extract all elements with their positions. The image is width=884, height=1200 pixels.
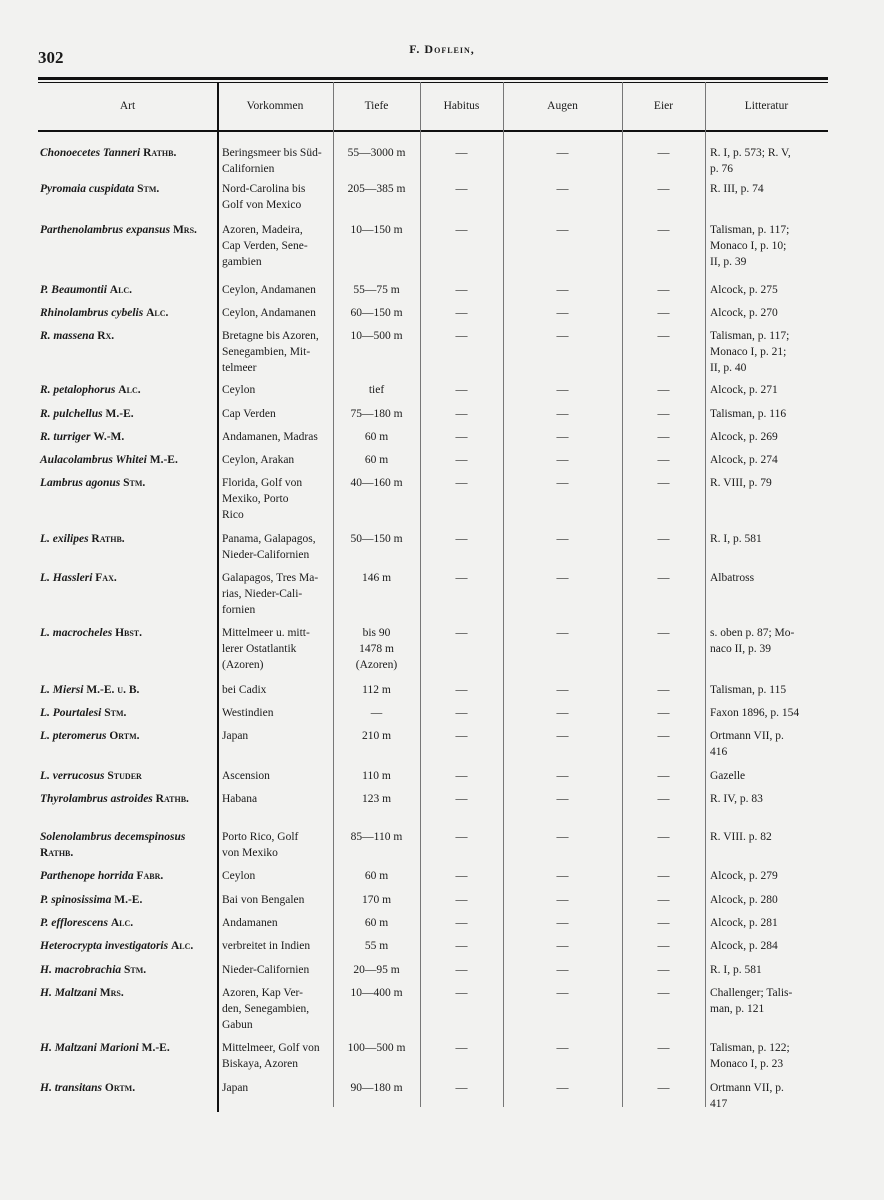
species-name: L. Miersi	[40, 684, 84, 696]
habitus-dash: —	[455, 181, 468, 195]
species-name: R. petalophorus	[40, 384, 116, 396]
species-author: M.-E.	[105, 408, 134, 420]
species-author: Studer	[107, 770, 142, 782]
tiefe-cell: 10—150 m	[350, 224, 403, 236]
augen-dash: —	[556, 429, 569, 443]
habitus-dash: —	[455, 892, 468, 906]
species-author: Rx.	[97, 330, 115, 342]
species-cell	[40, 282, 212, 298]
litteratur-cell: Alcock, p. 280	[710, 894, 778, 906]
vorkommen-cell: Florida, Golf von Mexiko, Porto Rico	[222, 477, 303, 521]
habitus-dash: —	[455, 768, 468, 782]
litteratur-cell: Challenger; Talis- man, p. 121	[710, 987, 793, 1015]
eier-dash: —	[657, 181, 670, 195]
species-cell	[40, 1080, 212, 1096]
vorkommen-cell: Azoren, Kap Ver- den, Senegambien, Gabun	[222, 987, 310, 1031]
tiefe-cell: 40—160 m	[350, 477, 403, 489]
species-cell	[40, 181, 212, 197]
species-name: H. Maltzani Marioni	[40, 1042, 139, 1054]
species-author: M.-E.	[141, 1042, 170, 1054]
species-name: L. pteromerus	[40, 730, 107, 742]
eier-dash: —	[657, 868, 670, 882]
litteratur-cell: Faxon 1896, p. 154	[710, 707, 800, 719]
species-author: Hbst.	[115, 627, 143, 639]
species-name: L. verrucosus	[40, 770, 105, 782]
species-cell	[40, 868, 212, 884]
eier-dash: —	[657, 570, 670, 584]
top-rule-thick	[38, 77, 828, 80]
litteratur-cell: R. III, p. 74	[710, 183, 764, 195]
species-name: H. macrobrachia	[40, 964, 122, 976]
running-head: F. Doflein,	[409, 42, 475, 56]
species-cell	[40, 768, 212, 784]
species-name: Rhinolambrus cybelis	[40, 307, 144, 319]
litteratur-cell: Ortmann VII, p. 416	[710, 730, 784, 758]
species-cell	[40, 962, 212, 978]
column-header-eier: Eier	[653, 100, 674, 112]
augen-dash: —	[556, 145, 569, 159]
habitus-dash: —	[455, 531, 468, 545]
column-header-tiefe: Tiefe	[364, 100, 389, 112]
augen-dash: —	[556, 1080, 569, 1094]
species-name: R. pulchellus	[40, 408, 103, 420]
litteratur-cell: Alcock, p. 279	[710, 870, 778, 882]
tiefe-cell: 60 m	[364, 454, 389, 466]
species-name: Chonoecetes Tanneri	[40, 147, 141, 159]
species-name: Parthenope horrida	[40, 870, 134, 882]
species-cell	[40, 625, 212, 641]
species-cell	[40, 452, 212, 468]
species-author: Rathb.	[155, 793, 189, 805]
litteratur-cell: s. oben p. 87; Mo- naco II, p. 39	[710, 627, 795, 655]
vorkommen-cell: Bai von Bengalen	[222, 894, 305, 906]
species-name: L. macrocheles	[40, 627, 113, 639]
species-author: Stm.	[124, 964, 147, 976]
litteratur-cell: R. I, p. 581	[710, 533, 762, 545]
habitus-dash: —	[455, 625, 468, 639]
eier-dash: —	[657, 791, 670, 805]
eier-dash: —	[657, 406, 670, 420]
eier-dash: —	[657, 1080, 670, 1094]
tiefe-cell: 75—180 m	[350, 408, 403, 420]
column-header-art: Art	[119, 100, 136, 112]
vorkommen-cell: Mittelmeer u. mitt- lerer Ostatlantik (Azoren)	[222, 627, 310, 671]
eier-dash: —	[657, 892, 670, 906]
species-author: Mrs.	[172, 224, 197, 236]
species-cell	[40, 475, 212, 491]
vorkommen-cell: Mittelmeer, Golf von Biskaya, Azoren	[222, 1042, 320, 1070]
species-name: Lambrus agonus	[40, 477, 121, 489]
litteratur-cell: R. I, p. 573; R. V, p. 76	[710, 147, 791, 175]
tiefe-cell: 112 m	[362, 684, 391, 696]
habitus-dash: —	[455, 705, 468, 719]
habitus-dash: —	[455, 962, 468, 976]
litteratur-cell: Alcock, p. 274	[710, 454, 778, 466]
species-cell	[40, 222, 212, 238]
eier-dash: —	[657, 222, 670, 236]
species-cell	[40, 728, 212, 744]
augen-dash: —	[556, 768, 569, 782]
species-name: Pyromaia cuspidata	[40, 183, 135, 195]
species-cell	[40, 682, 212, 698]
species-cell	[40, 985, 212, 1001]
species-author: Alc.	[110, 917, 134, 929]
tiefe-cell: 90—180 m	[350, 1082, 403, 1094]
litteratur-cell: Talisman, p. 117; Monaco I, p. 21; II, p. 40	[710, 330, 790, 374]
augen-dash: —	[556, 452, 569, 466]
habitus-dash: —	[455, 305, 468, 319]
species-name: Thyrolambrus astroides	[40, 793, 153, 805]
augen-dash: —	[556, 962, 569, 976]
vorkommen-cell: Andamanen, Madras	[222, 431, 318, 443]
species-cell	[40, 429, 212, 445]
tiefe-cell: 146 m	[361, 572, 392, 584]
species-cell	[40, 531, 212, 547]
habitus-dash: —	[455, 938, 468, 952]
vorkommen-cell: Andamanen	[222, 917, 278, 929]
eier-dash: —	[657, 382, 670, 396]
eier-dash: —	[657, 452, 670, 466]
vorkommen-cell: Ceylon	[222, 384, 256, 396]
species-author: M.-E. u. B.	[86, 684, 140, 696]
vorkommen-cell: Panama, Galapagos, Nieder-Californien	[222, 533, 316, 561]
species-name: L. Pourtalesi	[40, 707, 102, 719]
vorkommen-cell: Habana	[222, 793, 258, 805]
habitus-dash: —	[455, 1040, 468, 1054]
habitus-dash: —	[455, 915, 468, 929]
eier-dash: —	[657, 705, 670, 719]
habitus-dash: —	[455, 829, 468, 843]
species-cell	[40, 406, 212, 422]
tiefe-cell: bis 90 1478 m (Azoren)	[355, 627, 398, 671]
species-name: Parthenolambrus expansus	[40, 224, 171, 236]
eier-dash: —	[657, 328, 670, 342]
augen-dash: —	[556, 531, 569, 545]
vorkommen-cell: Ceylon, Arakan	[222, 454, 295, 466]
habitus-dash: —	[455, 406, 468, 420]
vorkommen-cell: Ceylon, Andamanen	[222, 307, 316, 319]
species-author: Rathb.	[91, 533, 125, 545]
augen-dash: —	[556, 305, 569, 319]
eier-dash: —	[657, 429, 670, 443]
litteratur-cell: Gazelle	[710, 770, 746, 782]
vorkommen-cell: Azoren, Madeira, Cap Verden, Sene- gambien	[222, 224, 308, 268]
eier-dash: —	[657, 829, 670, 843]
species-author: Fabr.	[136, 870, 164, 882]
vorkommen-cell: Galapagos, Tres Ma- rias, Nieder-Cali- fornien	[222, 572, 319, 616]
column-divider	[217, 82, 219, 1112]
augen-dash: —	[556, 625, 569, 639]
species-name: R. massena	[40, 330, 95, 342]
vorkommen-cell: Ceylon, Andamanen	[222, 284, 316, 296]
species-cell	[40, 915, 212, 931]
species-cell	[40, 892, 212, 908]
species-name: Solenolambrus decemspinosus	[40, 831, 186, 843]
column-divider	[705, 82, 706, 1107]
tiefe-cell: 50—150 m	[350, 533, 403, 545]
tiefe-cell: 55 m	[364, 940, 389, 952]
vorkommen-cell: Ascension	[222, 770, 270, 782]
litteratur-cell: Albatross	[710, 572, 755, 584]
species-author: Alc.	[146, 307, 169, 319]
augen-dash: —	[556, 570, 569, 584]
page-number: 302	[38, 48, 64, 67]
litteratur-cell: Alcock, p. 275	[710, 284, 778, 296]
vorkommen-cell: Porto Rico, Golf von Mexiko	[222, 831, 299, 859]
species-name: P. Beaumontii	[40, 284, 107, 296]
tiefe-cell: 60 m	[364, 431, 389, 443]
tiefe-cell: 10—500 m	[350, 330, 403, 342]
habitus-dash: —	[455, 570, 468, 584]
tiefe-cell: tief	[368, 384, 385, 396]
eier-dash: —	[657, 531, 670, 545]
species-cell	[40, 305, 212, 321]
augen-dash: —	[556, 892, 569, 906]
eier-dash: —	[657, 915, 670, 929]
species-author: M.-E.	[149, 454, 178, 466]
species-cell	[40, 570, 212, 586]
augen-dash: —	[556, 728, 569, 742]
tiefe-cell: 110 m	[362, 770, 391, 782]
litteratur-cell: Alcock, p. 270	[710, 307, 778, 319]
tiefe-cell: 60 m	[364, 917, 389, 929]
habitus-dash: —	[455, 791, 468, 805]
augen-dash: —	[556, 791, 569, 805]
species-name: H. Maltzani	[40, 987, 97, 999]
eier-dash: —	[657, 682, 670, 696]
habitus-dash: —	[455, 452, 468, 466]
litteratur-cell: Alcock, p. 271	[710, 384, 778, 396]
augen-dash: —	[556, 222, 569, 236]
species-author: Alc.	[109, 284, 133, 296]
habitus-dash: —	[455, 868, 468, 882]
augen-dash: —	[556, 915, 569, 929]
augen-dash: —	[556, 1040, 569, 1054]
tiefe-cell: 100—500 m	[347, 1042, 406, 1054]
litteratur-cell: Alcock, p. 284	[710, 940, 778, 952]
species-author: Alc.	[118, 384, 141, 396]
augen-dash: —	[556, 938, 569, 952]
tiefe-cell: 60—150 m	[350, 307, 403, 319]
species-cell	[40, 791, 212, 807]
litteratur-cell: R. IV, p. 83	[710, 793, 763, 805]
augen-dash: —	[556, 181, 569, 195]
litteratur-cell: Talisman, p. 116	[710, 408, 787, 420]
vorkommen-cell: verbreitet in Indien	[222, 940, 311, 952]
tiefe-cell: 60 m	[364, 870, 389, 882]
column-divider	[333, 82, 334, 1107]
litteratur-cell: R. VIII, p. 79	[710, 477, 772, 489]
species-name: R. turriger	[40, 431, 91, 443]
species-cell	[40, 829, 212, 861]
tiefe-cell: 10—400 m	[350, 987, 403, 999]
litteratur-cell: Alcock, p. 269	[710, 431, 778, 443]
tiefe-cell: 55—75 m	[353, 284, 400, 296]
species-name: L. Hassleri	[40, 572, 93, 584]
tiefe-cell: 205—385 m	[347, 183, 406, 195]
augen-dash: —	[556, 475, 569, 489]
habitus-dash: —	[455, 222, 468, 236]
vorkommen-cell: Nieder-Californien	[222, 964, 310, 976]
eier-dash: —	[657, 1040, 670, 1054]
species-cell	[40, 1040, 212, 1056]
habitus-dash: —	[455, 475, 468, 489]
species-author: Fax.	[95, 572, 117, 584]
species-cell	[40, 705, 212, 721]
augen-dash: —	[556, 282, 569, 296]
vorkommen-cell: Nord-Carolina bis Golf von Mexico	[222, 183, 306, 211]
tiefe-cell: 210 m	[361, 730, 392, 742]
species-cell	[40, 938, 212, 954]
species-name: Aulacolambrus Whitei	[40, 454, 147, 466]
vorkommen-cell: Beringsmeer bis Süd- Californien	[222, 147, 322, 175]
species-author: Stm.	[137, 183, 160, 195]
augen-dash: —	[556, 328, 569, 342]
species-name: Heterocrypta investigatoris	[40, 940, 169, 952]
augen-dash: —	[556, 406, 569, 420]
species-name: P. spinosissima	[40, 894, 112, 906]
habitus-dash: —	[455, 382, 468, 396]
species-name: L. exilipes	[40, 533, 89, 545]
litteratur-cell: Talisman, p. 115	[710, 684, 787, 696]
species-cell	[40, 145, 212, 161]
eier-dash: —	[657, 625, 670, 639]
augen-dash: —	[556, 682, 569, 696]
tiefe-cell: 123 m	[361, 793, 392, 805]
header-rule	[38, 130, 828, 132]
litteratur-cell: Talisman, p. 117; Monaco I, p. 10; II, p. 39	[710, 224, 790, 268]
vorkommen-cell: bei Cadix	[222, 684, 267, 696]
tiefe-cell: 170 m	[361, 894, 392, 906]
habitus-dash: —	[455, 728, 468, 742]
litteratur-cell: Talisman, p. 122; Monaco I, p. 23	[710, 1042, 790, 1070]
augen-dash: —	[556, 829, 569, 843]
eier-dash: —	[657, 962, 670, 976]
eier-dash: —	[657, 305, 670, 319]
species-author: M.-E.	[114, 894, 143, 906]
litteratur-cell: Alcock, p. 281	[710, 917, 778, 929]
species-author: Stm.	[104, 707, 127, 719]
tiefe-cell: 55—3000 m	[347, 147, 406, 159]
eier-dash: —	[657, 282, 670, 296]
eier-dash: —	[657, 145, 670, 159]
species-author: Alc.	[170, 940, 194, 952]
habitus-dash: —	[455, 682, 468, 696]
litteratur-cell: Ortmann VII, p. 417	[710, 1082, 784, 1110]
species-cell	[40, 382, 212, 398]
habitus-dash: —	[455, 328, 468, 342]
column-header-litteratur: Litteratur	[744, 100, 789, 112]
habitus-dash: —	[455, 429, 468, 443]
species-name: H. transitans	[40, 1082, 102, 1094]
habitus-dash: —	[455, 1080, 468, 1094]
species-cell	[40, 328, 212, 344]
vorkommen-cell: Bretagne bis Azoren, Senegambien, Mit- telmeer	[222, 330, 319, 374]
column-header-vorkommen: Vorkommen	[246, 100, 304, 112]
tiefe-cell: 85—110 m	[350, 831, 403, 843]
species-author: Rathb.	[40, 847, 74, 859]
eier-dash: —	[657, 985, 670, 999]
species-name: P. efflorescens	[40, 917, 108, 929]
vorkommen-cell: Ceylon	[222, 870, 256, 882]
augen-dash: —	[556, 705, 569, 719]
species-author: Ortm.	[104, 1082, 136, 1094]
column-header-habitus: Habitus	[443, 100, 480, 112]
habitus-dash: —	[455, 145, 468, 159]
vorkommen-cell: Westindien	[222, 707, 274, 719]
tiefe-cell: 20—95 m	[353, 964, 400, 976]
vorkommen-cell: Japan	[222, 1082, 249, 1094]
augen-dash: —	[556, 985, 569, 999]
tiefe-cell: —	[370, 707, 383, 719]
species-author: W.-M.	[93, 431, 125, 443]
habitus-dash: —	[455, 282, 468, 296]
column-header-augen: Augen	[547, 100, 578, 112]
litteratur-cell: R. VIII. p. 82	[710, 831, 772, 843]
eier-dash: —	[657, 728, 670, 742]
eier-dash: —	[657, 938, 670, 952]
augen-dash: —	[556, 382, 569, 396]
litteratur-cell: R. I, p. 581	[710, 964, 762, 976]
species-author: Stm.	[123, 477, 146, 489]
species-author: Rathb.	[143, 147, 177, 159]
vorkommen-cell: Japan	[222, 730, 249, 742]
species-author: Mrs.	[99, 987, 124, 999]
top-rule-thin	[38, 82, 828, 83]
species-author: Ortm.	[109, 730, 140, 742]
vorkommen-cell: Cap Verden	[222, 408, 276, 420]
habitus-dash: —	[455, 985, 468, 999]
augen-dash: —	[556, 868, 569, 882]
eier-dash: —	[657, 768, 670, 782]
eier-dash: —	[657, 475, 670, 489]
